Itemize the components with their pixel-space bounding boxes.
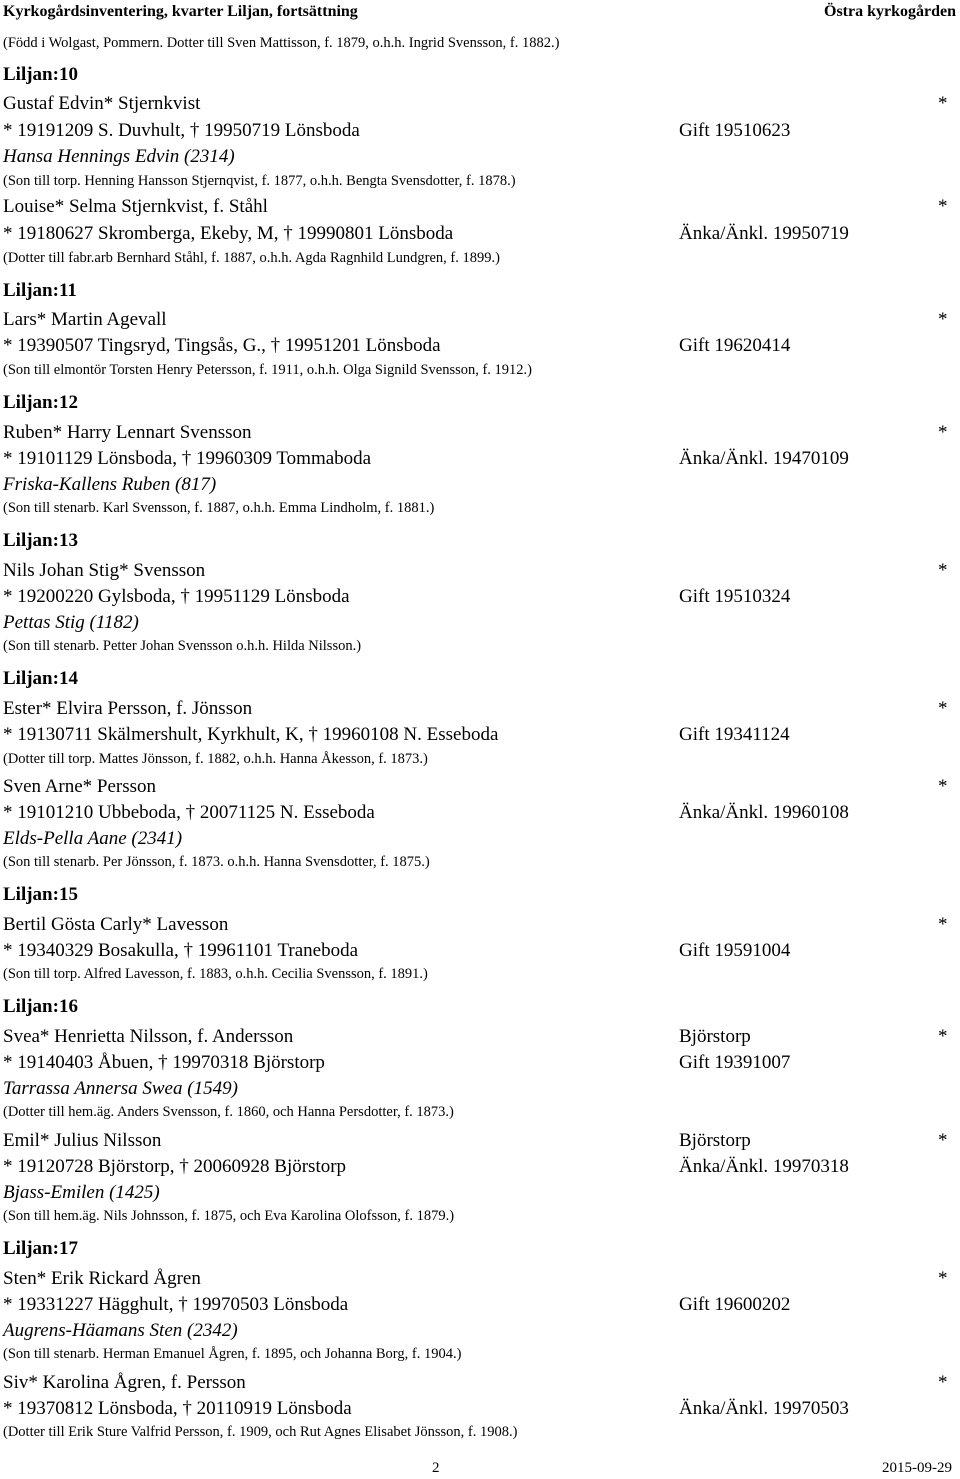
parents-line: (Son till stenarb. Per Jönsson, f. 1873. o.h.h. Hanna Svensdotter, f. 1875.) [3, 854, 430, 870]
nickname-line: Bjass-Emilen (1425) [3, 1182, 160, 1203]
dates-line: * 19130711 Skälmershult, Kyrkhult, K, † 19960108 N. Esseboda [3, 724, 499, 745]
marriage-status: Änka/Änkl. 19960108 [679, 802, 849, 823]
marriage-status: Änka/Änkl. 19970503 [679, 1398, 849, 1419]
nickname-line: Friska-Kallens Ruben (817) [3, 474, 217, 495]
section-heading: Liljan:15 [3, 884, 78, 905]
person-name: Louise* Selma Stjernkvist, f. Ståhl [3, 196, 268, 217]
parents-line: (Dotter till hem.äg. Anders Svensson, f. 1860, och Hanna Persdotter, f. 1873.) [3, 1104, 454, 1120]
section-heading: Liljan:14 [3, 668, 78, 689]
page-number: 2 [432, 1460, 440, 1476]
asterisk-mark: * [938, 1372, 948, 1393]
marriage-status: Gift 19391007 [679, 1052, 791, 1073]
person-name: Lars* Martin Agevall [3, 309, 167, 330]
parents-line: (Son till torp. Alfred Lavesson, f. 1883, o.h.h. Cecilia Svensson, f. 1891.) [3, 966, 428, 982]
parents-line: (Son till elmontör Torsten Henry Petersson, f. 1911, o.h.h. Olga Signild Svensson, f. 1912.) [3, 362, 533, 378]
asterisk-mark: * [938, 422, 948, 443]
parents-line: (Son till stenarb. Petter Johan Svensson o.h.h. Hilda Nilsson.) [3, 638, 362, 654]
dates-line: * 19340329 Bosakulla, † 19961101 Traneboda [3, 940, 359, 961]
asterisk-mark: * [938, 1026, 948, 1047]
section-heading: Liljan:10 [3, 64, 78, 85]
dates-line: * 19370812 Lönsboda, † 20110919 Lönsboda [3, 1398, 352, 1419]
marriage-status: Gift 19510623 [679, 120, 791, 141]
dates-line: * 19120728 Björstorp, † 20060928 Björstorp [3, 1156, 347, 1177]
marriage-status: Änka/Änkl. 19970318 [679, 1156, 849, 1177]
parents-line: (Son till hem.äg. Nils Johnsson, f. 1875, och Eva Karolina Olofsson, f. 1879.) [3, 1208, 455, 1224]
nickname-line: Tarrassa Annersa Swea (1549) [3, 1078, 238, 1099]
person-name: Sven Arne* Persson [3, 776, 157, 797]
nickname-line: Hansa Hennings Edvin (2314) [3, 146, 235, 167]
dates-line: * 19200220 Gylsboda, † 19951129 Lönsboda [3, 586, 350, 607]
nickname-line: Augrens-Häamans Sten (2342) [3, 1320, 238, 1341]
marriage-status: Gift 19341124 [679, 724, 790, 745]
dates-line: * 19101210 Ubbeboda, † 20071125 N. Esseboda [3, 802, 375, 823]
page-header [0, 0, 960, 28]
section-heading: Liljan:12 [3, 392, 78, 413]
person-name: Sten* Erik Rickard Ågren [3, 1268, 201, 1289]
nickname-line: Elds-Pella Aane (2341) [3, 828, 183, 849]
parents-line: (Son till torp. Henning Hansson Stjernqvist, f. 1877, o.h.h. Bengta Svensdotter, f. 1878.) [3, 173, 516, 189]
parents-line: (Son till stenarb. Karl Svensson, f. 1887, o.h.h. Emma Lindholm, f. 1881.) [3, 500, 435, 516]
person-name: Nils Johan Stig* Svensson [3, 560, 206, 581]
parents-line: (Dotter till Erik Sture Valfrid Persson, f. 1909, och Rut Agnes Elisabet Jönsson, f. 1908.) [3, 1424, 518, 1440]
person-name: Siv* Karolina Ågren, f. Persson [3, 1372, 246, 1393]
cemetery-name: Östra kyrkogården [824, 3, 956, 20]
asterisk-mark: * [938, 560, 948, 581]
section-heading: Liljan:16 [3, 996, 78, 1017]
parents-line: (Dotter till fabr.arb Bernhard Ståhl, f. 1887, o.h.h. Agda Ragnhild Lundgren, f. 1899.) [3, 250, 500, 266]
asterisk-mark: * [938, 776, 948, 797]
dates-line: * 19140403 Åbuen, † 19970318 Björstorp [3, 1052, 325, 1073]
person-name: Svea* Henrietta Nilsson, f. Andersson [3, 1026, 294, 1047]
marriage-status: Gift 19510324 [679, 586, 791, 607]
section-heading: Liljan:17 [3, 1238, 78, 1259]
marriage-status: Gift 19620414 [679, 335, 791, 356]
section-heading: Liljan:11 [3, 280, 77, 301]
asterisk-mark: * [938, 309, 948, 330]
footer-date: 2015-09-29 [882, 1460, 952, 1476]
asterisk-mark: * [938, 914, 948, 935]
dates-line: * 19191209 S. Duvhult, † 19950719 Lönsboda [3, 120, 360, 141]
nickname-line: Pettas Stig (1182) [3, 612, 139, 633]
person-name: Ester* Elvira Persson, f. Jönsson [3, 698, 253, 719]
person-name: Ruben* Harry Lennart Svensson [3, 422, 252, 443]
parents-line: (Född i Wolgast, Pommern. Dotter till Sven Mattisson, f. 1879, o.h.h. Ingrid Svensson, f. 1882.) [3, 35, 560, 51]
location-label: Björstorp [679, 1026, 751, 1047]
asterisk-mark: * [938, 93, 948, 114]
person-name: Emil* Julius Nilsson [3, 1130, 162, 1151]
person-name: Bertil Gösta Carly* Lavesson [3, 914, 229, 935]
asterisk-mark: * [938, 196, 948, 217]
marriage-status: Gift 19591004 [679, 940, 791, 961]
dates-line: * 19101129 Lönsboda, † 19960309 Tommaboda [3, 448, 372, 469]
dates-line: * 19331227 Hägghult, † 19970503 Lönsboda [3, 1294, 349, 1315]
person-name: Gustaf Edvin* Stjernkvist [3, 93, 201, 114]
section-heading: Liljan:13 [3, 530, 78, 551]
location-label: Björstorp [679, 1130, 751, 1151]
parents-line: (Son till stenarb. Herman Emanuel Ågren, f. 1895, och Johanna Borg, f. 1904.) [3, 1346, 462, 1362]
dates-line: * 19390507 Tingsryd, Tingsås, G., † 19951201 Lönsboda [3, 335, 441, 356]
marriage-status: Änka/Änkl. 19470109 [679, 448, 849, 469]
asterisk-mark: * [938, 698, 948, 719]
dates-line: * 19180627 Skromberga, Ekeby, M, † 19990801 Lönsboda [3, 223, 454, 244]
marriage-status: Änka/Änkl. 19950719 [679, 223, 849, 244]
asterisk-mark: * [938, 1130, 948, 1151]
marriage-status: Gift 19600202 [679, 1294, 791, 1315]
asterisk-mark: * [938, 1268, 948, 1289]
document-title: Kyrkogårdsinventering, kvarter Liljan, fortsättning [3, 3, 358, 20]
parents-line: (Dotter till torp. Mattes Jönsson, f. 1882, o.h.h. Hanna Åkesson, f. 1873.) [3, 751, 428, 767]
